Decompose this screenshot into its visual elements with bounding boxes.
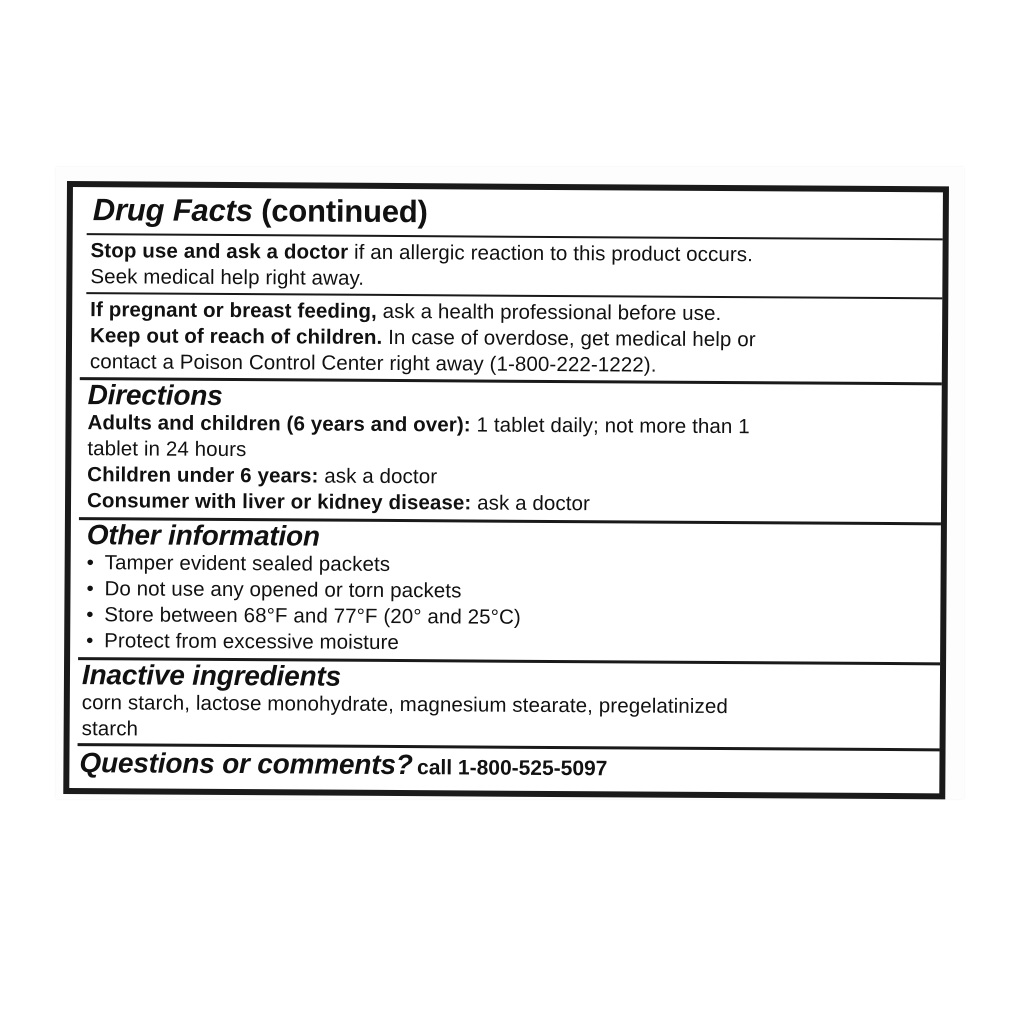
directions-heading: Directions [87, 379, 223, 411]
other-information-heading: Other information [86, 519, 320, 552]
stop-use-line2: Seek medical help right away. [90, 265, 365, 290]
title-main: Drug Facts [92, 192, 253, 229]
questions-section [69, 747, 939, 784]
questions-heading: Questions or comments? [79, 747, 413, 781]
inactive-ingredients-line2: starch [81, 717, 139, 741]
inactive-ingredients-line1: corn starch, lactose monohydrate, magnesium stearate, pregelatinized [81, 691, 728, 719]
bullet-icon: • [86, 603, 94, 627]
adults-bold: Adults and children (6 years and over): [87, 411, 471, 437]
stop-use-section [72, 238, 942, 295]
bullet-icon: • [86, 577, 94, 601]
questions-phone: call 1-800-525-5097 [417, 756, 608, 781]
title-continued: (continued) [261, 193, 428, 230]
inactive-ingredients-heading: Inactive ingredients [81, 659, 342, 692]
adults-text: 1 tablet daily; not more than 1 [470, 413, 750, 439]
keep-out-bold: Keep out of reach of children. [89, 324, 383, 349]
children-text: ask a doctor [318, 464, 438, 489]
drug-facts-title [73, 193, 943, 232]
other-information-list [86, 550, 933, 659]
directions-section [71, 380, 942, 519]
children-bold: Children under 6 years: [87, 463, 319, 488]
other-information-section [70, 520, 941, 659]
pregnant-text: ask a health professional before use. [376, 299, 722, 325]
adults-line2: tablet in 24 hours [87, 437, 247, 462]
consumer-text: ask a doctor [471, 491, 591, 516]
list-item: • Store between 68°F and 77°F (20° and 25°C) [86, 603, 521, 629]
consumer-bold: Consumer with liver or kidney disease: [86, 489, 472, 515]
stop-use-bold: Stop use and ask a doctor [90, 239, 349, 264]
list-item: • Protect from excessive moisture [86, 629, 400, 655]
keep-out-text: In case of overdose, get medical help or [382, 325, 756, 352]
list-item: • Do not use any opened or torn packets [86, 577, 462, 603]
bullet-icon: • [86, 551, 95, 575]
bullet-icon: • [86, 629, 94, 653]
pregnant-bold: If pregnant or breast feeding, [90, 298, 377, 323]
keep-out-line2: contact a Poison Control Center right away (1-800-222-1222). [89, 350, 657, 377]
stop-use-text: if an allergic reaction to this product occurs. [348, 240, 754, 267]
drug-facts-panel [63, 181, 949, 799]
list-item: • Tamper evident sealed packets [86, 551, 391, 576]
inactive-ingredients-section [70, 660, 940, 747]
warnings-section [72, 297, 942, 380]
